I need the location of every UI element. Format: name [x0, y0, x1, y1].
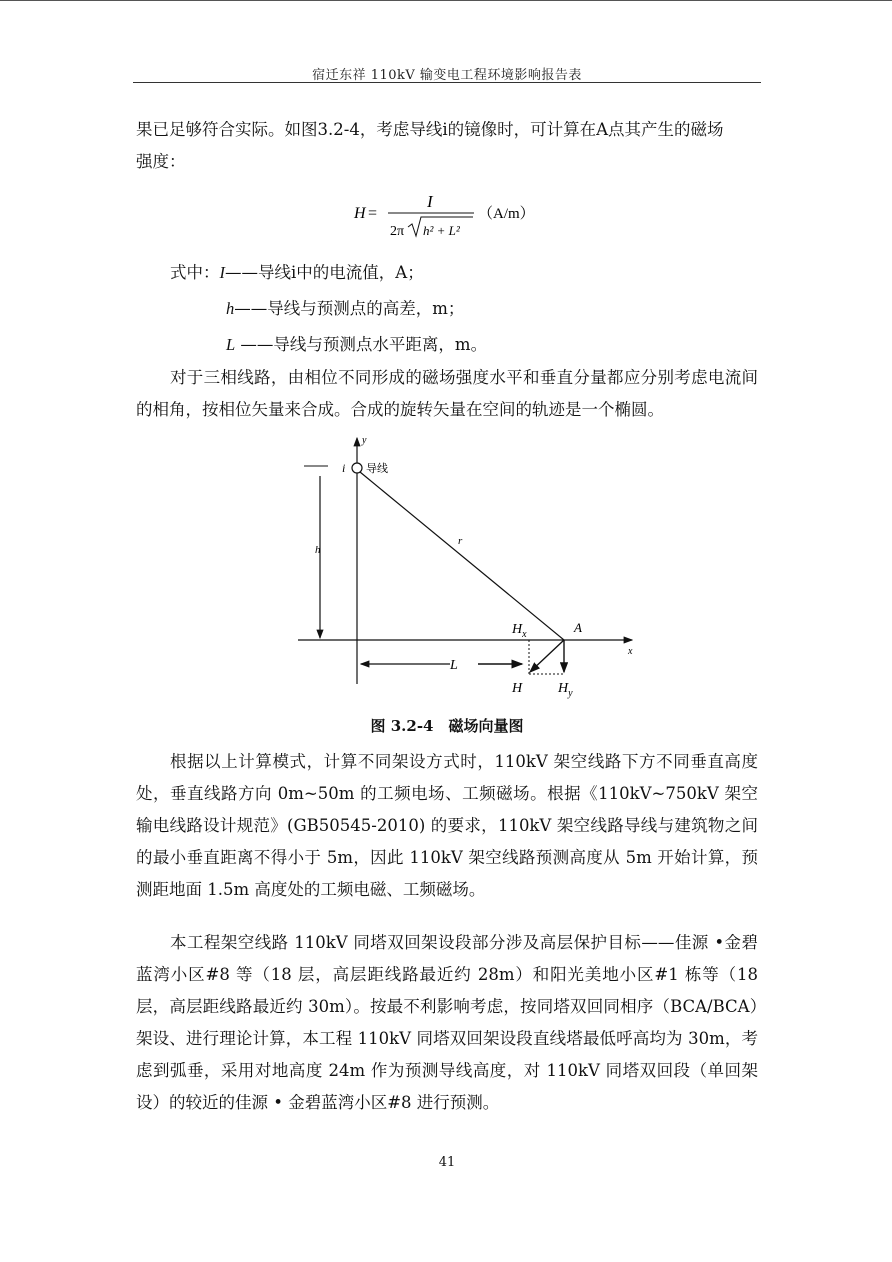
paragraph-calculation: 根据以上计算模式，计算不同架设方式时，110kV 架空线路下方不同垂直高度处，垂直线路方向 0m~50m 的工频电场、工频磁场。根据《110kV~750kV 架空输电线路设计规范》(GB50545-2010) 的要求，110kV 架空线路导线与建筑物之间的最小垂直距离不得小于 5m，因此 110kV 架空线路预测高度从 5m 开始计算，预测距地面 1.5m 高度处的工频电磁、工频磁场。 — [136, 752, 758, 899]
magnetic-vector-diagram — [290, 432, 650, 708]
formula-unit: （A/m） — [478, 206, 535, 222]
definition-text: ——导线i中的电流值，A； — [225, 263, 424, 282]
x-axis-label: x — [628, 646, 633, 657]
formula-radicand: h² + L² — [423, 223, 460, 238]
header-rule — [133, 82, 761, 83]
formula-equals: = — [368, 205, 378, 222]
hx-label: $H_x$ — [512, 622, 527, 640]
paragraph-phase: 对于三相线路，由相位不同形成的磁场强度水平和垂直分量都应分别考虑电流间的相角，按相位矢量来合成。合成的旋转矢量在空间的轨迹是一个椭圆。 — [136, 368, 758, 419]
page-header: 宿迁东祥 110kV 输变电工程环境影响报告表 — [312, 68, 582, 83]
hy-label: $H_y$ — [558, 681, 573, 699]
page-number: 41 — [438, 1155, 456, 1170]
h-label: h — [315, 544, 321, 556]
point-a-label: A — [574, 620, 582, 635]
intro-line-2: 强度： — [136, 152, 186, 171]
h-vector — [530, 640, 564, 672]
conductor-circle — [352, 463, 362, 473]
definition-2 — [226, 297, 464, 321]
l-label: L — [450, 658, 458, 673]
magnetic-field-formula — [352, 193, 552, 241]
formula-numerator: I — [427, 193, 433, 211]
definition-3 — [226, 333, 487, 357]
intro-line-1: 果已足够符合实际。如图3.2-4，考虑导线i的镜像时，可计算在A点其产生的磁场 — [136, 120, 724, 139]
formula-den-prefix: 2π — [390, 224, 405, 239]
conductor-label-i: i — [342, 461, 346, 475]
definition-prefix: 式中： — [170, 263, 220, 282]
definition-symbol: L — [226, 335, 236, 354]
paragraph-project: 本工程架空线路 110kV 同塔双回架设段部分涉及高层保护目标——佳源 •金碧蓝湾小区#8 等（18 层，高层距线路最近约 28m）和阳光美地小区#1 栋等（18 层，高层距线路最近约 30m）。按最不利影响考虑，按同塔双回同相序（BCA/BCA）架设、进行理论计算，本工程 110kV 同塔双回架设段直线塔最低呼高均为 30m，考虑到弧垂，采用对地高度 24m 作为预测导线高度，对 110kV 同塔双回段（单回架设）的较近的佳源 • 金碧蓝湾小区#8 进行预测。 — [136, 933, 758, 1112]
figure-caption: 图 3.2-4 磁场向量图 — [370, 717, 524, 735]
definition-1 — [170, 261, 424, 285]
definition-text: ——导线与预测点的高差，m； — [234, 299, 465, 318]
r-line — [360, 472, 564, 640]
conductor-label: 导线 — [366, 463, 388, 475]
h-vector-label: H — [512, 681, 523, 696]
definition-symbol: h — [226, 299, 235, 318]
definition-text: ——导线与预测点水平距离，m。 — [235, 335, 488, 354]
formula-lhs: H — [354, 205, 366, 222]
y-axis-label: y — [362, 435, 367, 446]
r-label: r — [458, 535, 463, 547]
definition-symbol: I — [219, 263, 225, 282]
top-border — [0, 0, 892, 1]
